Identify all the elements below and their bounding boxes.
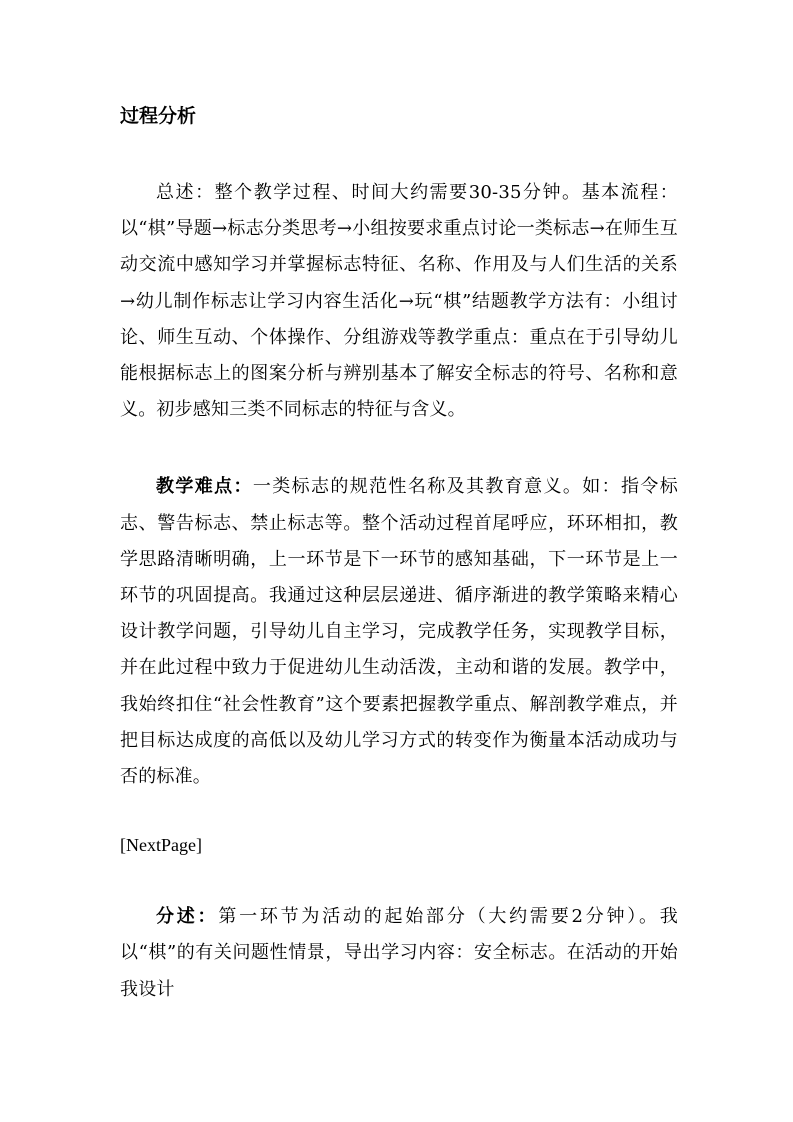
overview-paragraph: 总述：整个教学过程、时间大约需要30-35分钟。基本流程：以“棋”导题→标志分类思考→小组按要求重点讨论一类标志→在师生互动交流中感知学习并掌握标志特征、名称、作用及与人们生活的关系→幼儿制作标志让学习内容生活化→玩“棋”结题教学方法有：小组讨论、师生互动、个体操作、分组游戏等教学重点：重点在于引导幼儿能根据标志上的图案分析与辨别基本了解安全标志的符号、名称和意义。初步感知三类不同标志的特征与含义。 xyxy=(120,182,678,421)
detail-paragraph xyxy=(120,899,678,1008)
section-heading: 过程分析 xyxy=(120,105,197,127)
difficulty-text: 一类标志的规范性名称及其教育意义。如：指令标志、警告标志、禁止标志等。整个活动过程首尾呼应，环环相扣，教学思路清晰明确，上一环节是下一环节的感知基础，下一环节是上一环节的巩固提高。我通过这种层层递进、循序渐进的教学策略来精心设计教学问题，引导幼儿自主学习，完成教学任务，实现教学目标，并在此过程中致力于促进幼儿生动活泼，主动和谐的发展。教学中，我始终扣住“社会性教育”这个要素把握教学重点、解剖教学难点，并把目标达成度的高低以及幼儿学习方式的转变作为衡量本活动成功与否的标准。 xyxy=(120,476,678,788)
detail-text: 第一环节为活动的起始部分（大约需要2分钟）。我以“棋”的有关问题性情景，导出学习内容：安全标志。在活动的开始我设计 xyxy=(120,906,678,1000)
document-body xyxy=(120,96,678,1008)
difficulty-lead: 教学难点： xyxy=(156,476,253,498)
detail-lead: 分述： xyxy=(156,906,219,928)
difficulty-paragraph xyxy=(120,469,678,795)
next-page-marker: [NextPage] xyxy=(120,835,202,856)
